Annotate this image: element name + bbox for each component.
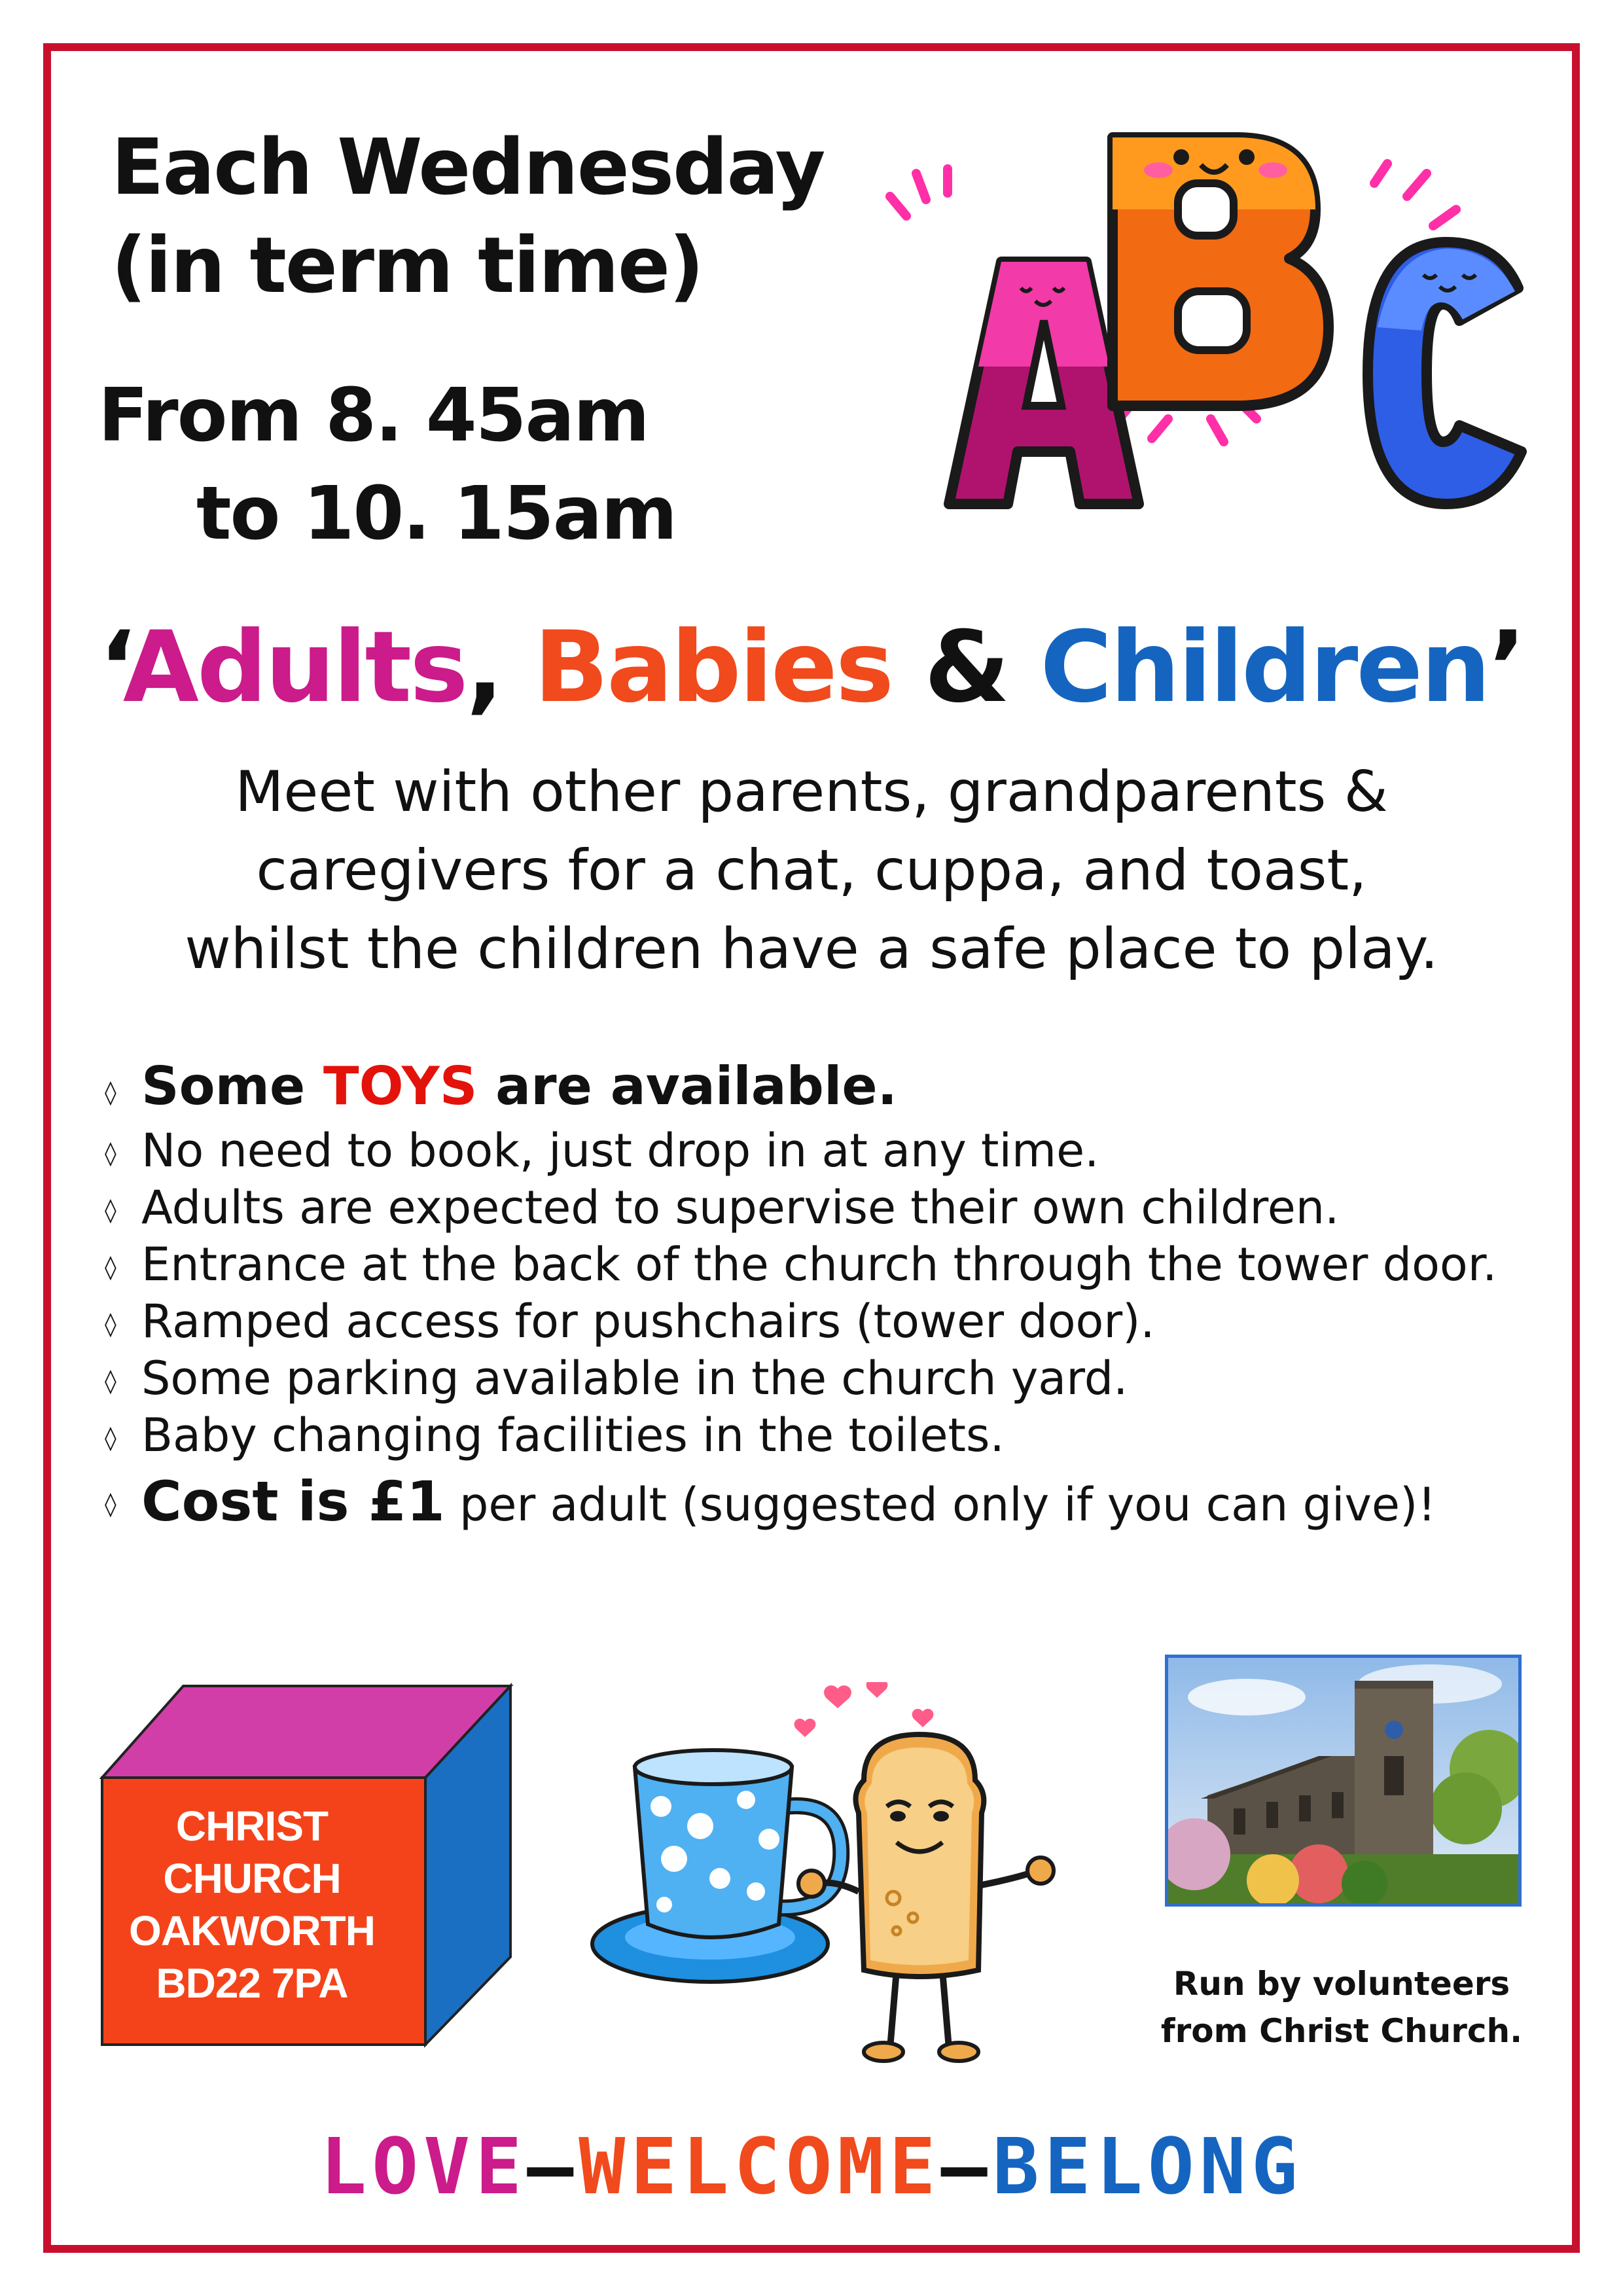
term-line: (in term time) xyxy=(111,220,703,310)
title-children: Children xyxy=(1040,611,1489,725)
teacup-and-toast-illustration xyxy=(589,1682,1073,2075)
to-line: to 10. 15am xyxy=(196,471,677,556)
address-label xyxy=(105,1800,399,2009)
list-item xyxy=(98,1293,1571,1350)
motto-belong: BELONG xyxy=(992,2121,1303,2212)
diamond-bullet-icon: ◊ xyxy=(105,1079,116,1106)
diamond-bullet-icon: ◊ xyxy=(105,1491,116,1518)
title-comma: , xyxy=(466,611,502,725)
diamond-bullet-icon: ◊ xyxy=(105,1425,116,1452)
schedule-day xyxy=(111,118,824,314)
motto xyxy=(0,2121,1623,2212)
list-item-text: Entrance at the back of the church through the tower door. xyxy=(141,1238,1497,1291)
title-babies: Babies xyxy=(533,611,893,725)
list-item xyxy=(98,1236,1571,1293)
info-list xyxy=(98,1050,1571,1534)
list-item xyxy=(98,1407,1571,1464)
teacup-icon xyxy=(635,1750,841,1937)
motto-dash: — xyxy=(940,2121,993,2212)
intro-line: caregivers for a chat, cuppa, and toast, xyxy=(256,838,1367,903)
motto-love: LOVE xyxy=(320,2121,527,2212)
church-photo xyxy=(1165,1655,1522,1907)
diamond-bullet-icon: ◊ xyxy=(105,1368,116,1395)
group-title xyxy=(0,609,1623,726)
abc-letters-illustration xyxy=(870,111,1538,530)
address-line: OAKWORTH xyxy=(129,1907,375,1954)
church-photo-icon xyxy=(1168,1658,1518,1903)
intro-text xyxy=(0,753,1623,988)
diamond-bullet-icon: ◊ xyxy=(105,1140,116,1167)
list-item-text: Ramped access for pushchairs (tower door). xyxy=(141,1295,1155,1348)
cost-strong: Cost is £1 xyxy=(141,1469,445,1534)
motto-welcome: WELCOME xyxy=(579,2121,941,2212)
diamond-bullet-icon: ◊ xyxy=(105,1254,116,1281)
list-item-text: Baby changing facilities in the toilets. xyxy=(141,1408,1005,1462)
diamond-bullet-icon: ◊ xyxy=(105,1197,116,1224)
cost-rest: per adult (suggested only if you can give)! xyxy=(444,1478,1436,1532)
list-item-toys xyxy=(98,1050,1571,1122)
address-line: CHRIST xyxy=(175,1803,329,1850)
diamond-bullet-icon: ◊ xyxy=(105,1311,116,1338)
letter-c-icon xyxy=(1368,242,1522,504)
intro-line: Meet with other parents, grandparents & xyxy=(235,759,1388,825)
motto-dash: — xyxy=(527,2121,579,2212)
title-open-quote: ‘ xyxy=(99,611,123,725)
from-line: From 8. 45am xyxy=(98,373,649,458)
list-item xyxy=(98,1122,1571,1179)
list-item xyxy=(98,1179,1571,1236)
toast-character-icon xyxy=(798,1734,1054,2061)
letter-b-icon xyxy=(1113,137,1329,406)
list-item-text: Some parking available in the church yard. xyxy=(141,1352,1128,1405)
toys-pre: Some xyxy=(141,1056,324,1117)
list-item-text: No need to book, just drop in at any time. xyxy=(141,1124,1099,1177)
address-line: CHURCH xyxy=(163,1855,341,1902)
list-item-cost xyxy=(98,1469,1571,1534)
intro-line: whilst the children have a safe place to play. xyxy=(185,916,1438,982)
schedule-time xyxy=(98,367,676,563)
list-item-text: Adults are expected to supervise their own children. xyxy=(141,1181,1340,1234)
toys-word: TOYS xyxy=(323,1056,478,1117)
toys-post: are available. xyxy=(477,1056,898,1117)
credit-line: Run by volunteers xyxy=(1173,1965,1510,2003)
title-close-quote: ’ xyxy=(1488,611,1524,725)
volunteer-credit xyxy=(1139,1960,1544,2054)
day-line: Each Wednesday xyxy=(111,122,825,212)
list-item xyxy=(98,1350,1571,1407)
credit-line: from Christ Church. xyxy=(1160,2012,1523,2050)
address-line: BD22 7PA xyxy=(156,1960,348,2007)
title-ampersand: & xyxy=(924,611,1008,725)
title-adults: Adults xyxy=(122,611,467,725)
